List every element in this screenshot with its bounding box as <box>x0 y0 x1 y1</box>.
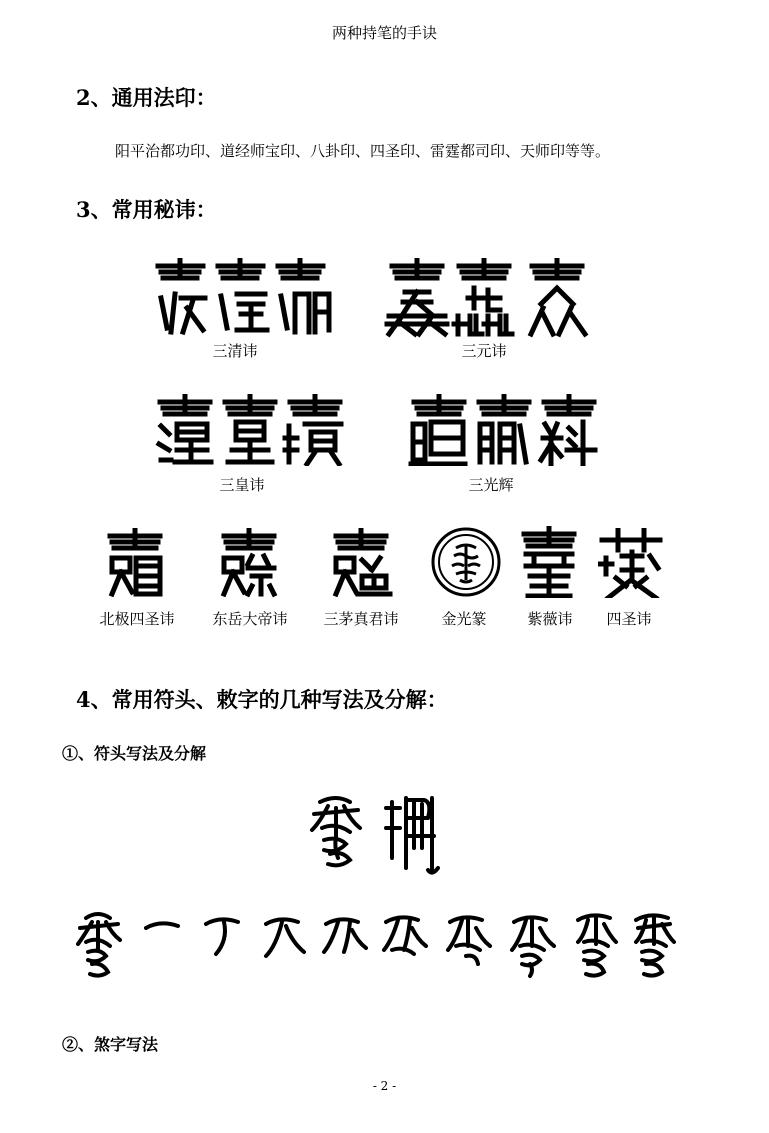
subsection-2-heading: ②、煞字写法 <box>62 1035 159 1054</box>
dongyue-dadi-talisman-image <box>218 528 282 598</box>
sanmao-zhenjun-talisman-image <box>330 528 394 598</box>
caption-sanguang: 三光辉 <box>468 476 514 494</box>
caption-sanhuang: 三皇讳 <box>219 476 265 494</box>
caption-sanyuan: 三元讳 <box>461 342 507 360</box>
caption-ziwei: 紫薇讳 <box>527 610 573 628</box>
section-3-heading: 3、常用秘讳： <box>76 197 217 222</box>
sanguang-talisman-image <box>404 394 604 466</box>
caption-jinguang: 金光篆 <box>441 610 487 628</box>
caption-sisheng: 四圣讳 <box>606 610 652 628</box>
subsection-1-heading: ①、符头写法及分解 <box>62 744 207 763</box>
caption-dongyue-dadi: 东岳大帝讳 <box>212 610 288 628</box>
caption-beiji-sisheng: 北极四圣讳 <box>99 610 175 628</box>
sanqing-talisman-image <box>148 258 338 338</box>
ziwei-talisman-image <box>520 526 578 598</box>
section-4-heading: 4、常用符头、敕字的几种写法及分解： <box>76 687 448 712</box>
page-number: - 2 - <box>372 1079 397 1093</box>
fu-tou-decomposition-image <box>76 906 676 980</box>
section-2-body: 阳平治都功印、道经师宝印、八卦印、四圣印、雷霆都司印、天师印等等。 <box>115 142 611 160</box>
sanhuang-talisman-image <box>150 394 350 466</box>
sisheng-talisman-image <box>598 528 664 598</box>
section-2-heading: 2、通用法印： <box>76 85 217 110</box>
running-header: 两种持笔的手诀 <box>331 24 437 42</box>
fu-tou-large-image <box>306 788 456 878</box>
caption-sanmao-zhenjun: 三茅真君讳 <box>323 610 399 628</box>
beiji-sisheng-talisman-image <box>104 528 168 598</box>
jinguang-seal-image <box>430 526 502 598</box>
sanyuan-talisman-image <box>382 258 597 338</box>
caption-sanqing: 三清讳 <box>212 342 258 360</box>
